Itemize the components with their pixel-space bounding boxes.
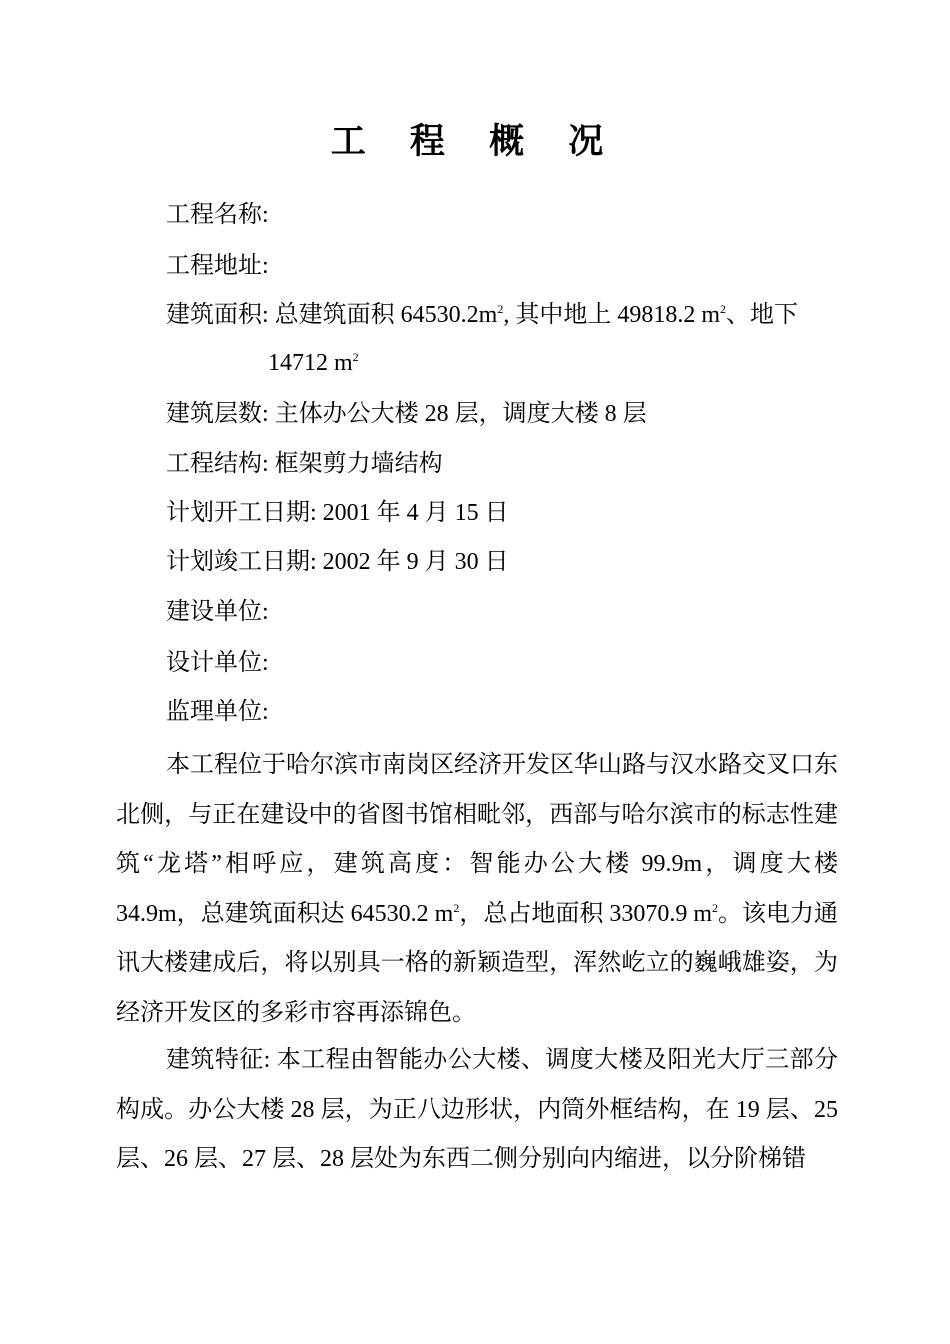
- building-features-paragraph: 建筑特征: 本工程由智能办公大楼、调度大楼及阳光大厅三部分构成。办公大楼 28 层，为正八边形状，内筒外框结构，在 19 层、25 层、26 层、27 层、28 层处为东西二侧分别向内缩进，以分阶梯错: [116, 1047, 838, 1172]
- above-ground-area-text: , 其中地上 49818.2 m: [503, 302, 721, 328]
- overview-text-c: 。该电力通讯大楼建成后，将以别具一格的新颖造型，浑然屹立的巍峨雄姿，为经济开发区的多彩市容再添锦色。: [116, 900, 839, 1026]
- superscript: 2: [453, 900, 460, 915]
- project-name-label: 工程名称:: [166, 202, 269, 228]
- end-date-field: 计划竣工日期: 2002 年 9 月 30 日: [166, 549, 509, 575]
- below-ground-area-text: 14712 m: [268, 350, 353, 376]
- overview-text-b: ，总占地面积 33070.9 m: [459, 900, 713, 927]
- page-title: 工 程 概 况: [330, 121, 620, 162]
- overview-text-a: 本工程位于哈尔滨市南岗区经济开发区华山路与汉水路交叉口东北侧，与正在建设中的省图书馆相毗邻，西部与哈尔滨市的标志性建筑“龙塔”相呼应，建筑高度：智能办公大楼 99.9m，调度大楼 34.9m，总建筑面积达 64530.2 m: [116, 752, 838, 927]
- superscript: 2: [352, 350, 359, 364]
- start-date-field: 计划开工日期: 2001 年 4 月 15 日: [166, 500, 509, 526]
- project-name-field: [166, 197, 838, 233]
- building-area-field: [166, 297, 838, 333]
- structure-field: 工程结构: 框架剪力墙结构: [166, 451, 443, 477]
- project-overview-paragraph: [116, 741, 838, 1038]
- project-address-field: [166, 248, 838, 284]
- project-address-label: 工程地址:: [166, 253, 269, 279]
- superscript: 2: [720, 302, 727, 316]
- supervisor-field: 监理单位:: [166, 699, 269, 725]
- superscript: 2: [712, 900, 719, 915]
- building-area-continuation: [268, 345, 838, 381]
- floors-field: 建筑层数: 主体办公大楼 28 层，调度大楼 8 层: [166, 401, 647, 427]
- designer-field: 设计单位:: [166, 650, 269, 676]
- building-area-label: 建筑面积:: [166, 302, 269, 328]
- builder-field: 建设单位:: [166, 599, 269, 625]
- total-area-text: 总建筑面积 64530.2m: [274, 302, 498, 328]
- below-ground-label: 、地下: [726, 302, 799, 328]
- superscript: 2: [497, 302, 504, 316]
